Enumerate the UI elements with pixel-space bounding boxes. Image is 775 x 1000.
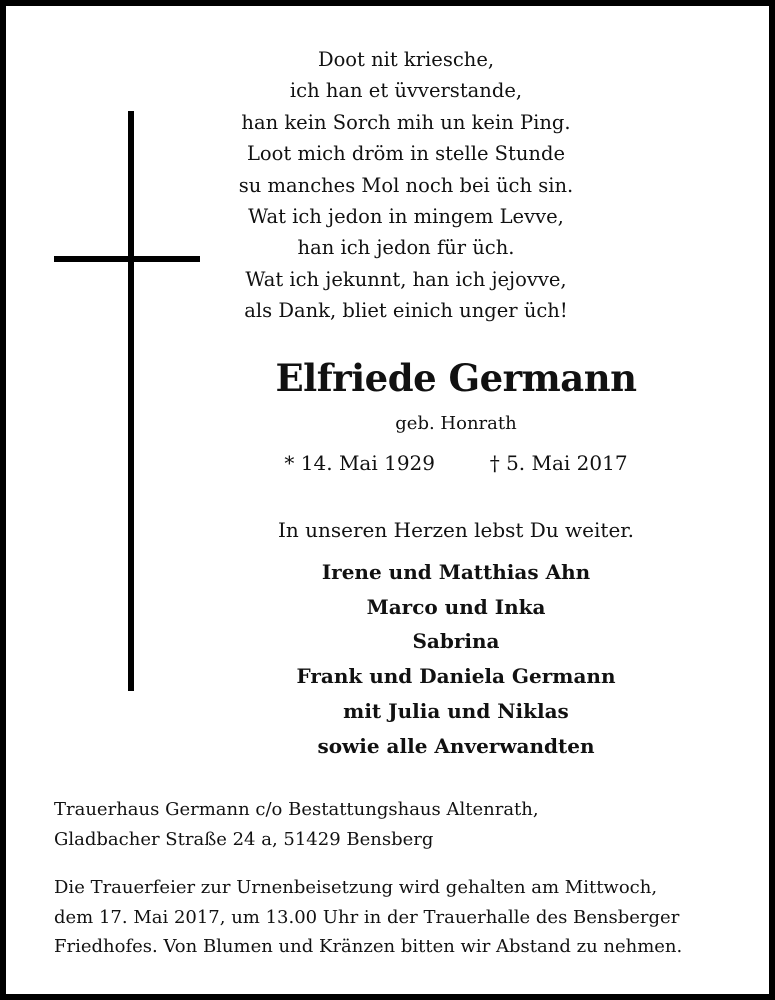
- mourning-house-address: [54, 795, 734, 854]
- poem-line: Loot mich dröm in stelle Stunde: [246, 142, 566, 166]
- mourner-name: Sabrina: [412, 629, 500, 654]
- mourner-name: Frank und Daniela Germann: [296, 664, 616, 689]
- mourner-name: Marco und Inka: [366, 594, 546, 619]
- cross-horizontal-bar: [54, 256, 200, 262]
- poem-line: Doot nit kriesche,: [317, 48, 495, 71]
- address-line: Gladbacher Straße 24 a, 51429 Bensberg: [54, 828, 434, 850]
- funeral-ceremony-info: [54, 873, 734, 962]
- mourner-name: sowie alle Anverwandten: [317, 733, 595, 758]
- poem-line: Wat ich jedon in mingem Levve,: [248, 205, 564, 229]
- poem-line: Wat ich jekunnt, han ich jejovve,: [245, 267, 567, 291]
- poem: [206, 44, 606, 327]
- ceremony-line: Die Trauerfeier zur Urnenbeisetzung wird gehalten am Mittwoch,: [54, 877, 658, 898]
- poem-line: han ich jedon für üch.: [297, 236, 515, 260]
- poem-line: als Dank, bliet einich unger üch!: [244, 299, 568, 323]
- maiden-name: geb. Honrath: [395, 413, 517, 434]
- poem-line: han kein Sorch mih un kein Ping.: [241, 110, 571, 134]
- death-date: † 5. Mai 2017: [489, 451, 628, 475]
- cross-vertical-bar: [128, 111, 134, 691]
- ceremony-line: dem 17. Mai 2017, um 13.00 Uhr in der Trauerhalle des Bensberger: [54, 906, 680, 928]
- birth-date: * 14. Mai 1929: [284, 451, 435, 475]
- poem-line: su manches Mol noch bei üch sin.: [238, 173, 574, 197]
- poem-line: ich han et üvverstande,: [289, 79, 523, 103]
- deceased-name: Elfriede Germann: [275, 356, 637, 400]
- life-dates: [206, 449, 706, 477]
- ceremony-line: Friedhofes. Von Blumen und Kränzen bitten wir Abstand zu nehmen.: [54, 936, 683, 957]
- address-line: Trauerhaus Germann c/o Bestattungshaus Altenrath,: [54, 799, 539, 820]
- tribute-line: In unseren Herzen lebst Du weiter.: [278, 518, 634, 542]
- mourners-list: [206, 555, 706, 763]
- mourner-name: mit Julia und Niklas: [343, 698, 569, 723]
- mourner-name: Irene und Matthias Ahn: [321, 560, 591, 584]
